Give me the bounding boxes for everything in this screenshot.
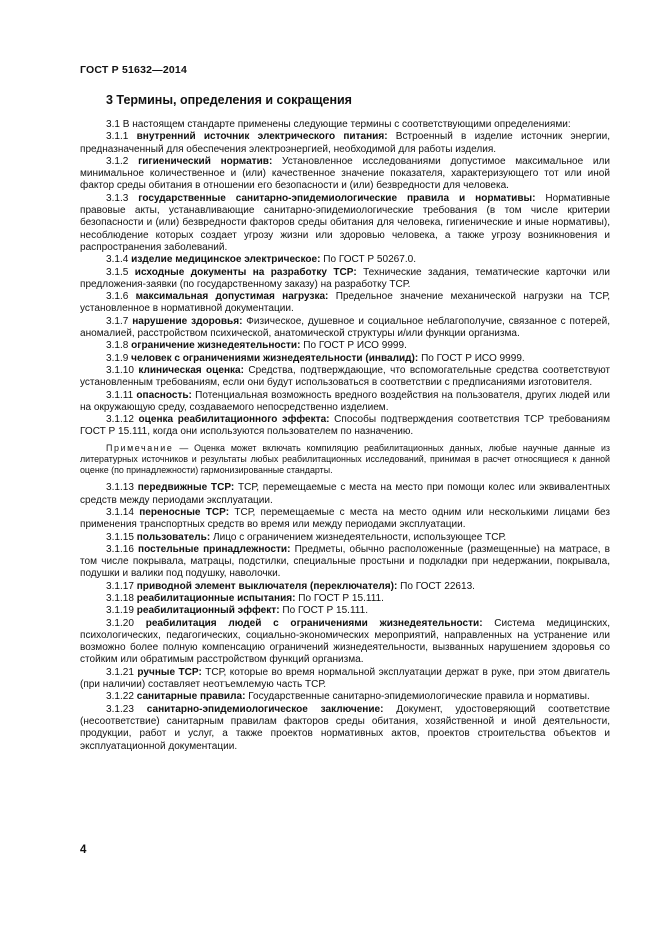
term-number: 3.1.4 bbox=[106, 254, 129, 266]
term-name: санитарные правила: bbox=[136, 691, 246, 703]
term-definition bbox=[80, 365, 610, 390]
term-name: реабилитация людей с ограничениями жизнедеятельности: bbox=[145, 617, 483, 629]
term-name: передвижные ТСР: bbox=[137, 482, 235, 494]
term-name: гигиенический норматив: bbox=[138, 155, 273, 167]
note-text: — Оценка может включать компиляцию реабилитационных данных, любые научные данные из литературных источников и результаты любых реабилитационных исследований, принимая в расчет относящиеся к данной оценке (по принадлежности) гармонизированные стандарты. bbox=[80, 442, 610, 476]
term-number: 3.1.8 bbox=[106, 340, 129, 352]
term-number: 3.1.9 bbox=[106, 352, 129, 364]
term-number: 3.1.19 bbox=[106, 605, 134, 617]
term-text: Средства, подтверждающие, что вспомогательные средства соответствуют установленным требованиям, если они будут использоваться в соответствии с предписаниями изготовителя. bbox=[80, 364, 611, 389]
term-number: 3.1.5 bbox=[106, 266, 129, 278]
term-number: 3.1.20 bbox=[106, 617, 134, 629]
term-definition bbox=[80, 618, 610, 667]
term-text: По ГОСТ Р 15.111. bbox=[298, 593, 384, 604]
note-paragraph bbox=[80, 443, 610, 477]
term-definition bbox=[80, 507, 610, 532]
term-text: ТСР, перемещаемые с места на место при помощи колес или эквивалентных средств между периодами эксплуатации. bbox=[80, 482, 610, 506]
term-text: Потенциальная возможность вредного воздействия на пользователя, других людей или на окружающую среду, создаваемого непосредственно изделием. bbox=[80, 389, 611, 413]
term-definition bbox=[80, 414, 610, 439]
term-definition bbox=[80, 581, 610, 593]
term-number: 3.1.2 bbox=[106, 155, 129, 167]
term-number: 3.1.21 bbox=[106, 666, 134, 678]
term-text: По ГОСТ Р ИСО 9999. bbox=[421, 352, 525, 364]
document-header: ГОСТ Р 51632—2014 bbox=[80, 64, 188, 76]
term-name: государственные санитарно-эпидемиологические правила и нормативы: bbox=[138, 192, 536, 204]
term-definition bbox=[80, 316, 610, 341]
term-number: 3.1.6 bbox=[106, 291, 129, 303]
term-definition bbox=[80, 667, 610, 692]
term-name: исходные документы на разработку ТСР: bbox=[134, 266, 357, 278]
term-text: Система медицинских, психологических, педагогических, социально-экономических мероприятий, направленных на устранение или возможно более полную компенсацию ограничений жизнедеятельности, вызванных нарушением здоровья со стойким или обратимым расстройством функций организма. bbox=[80, 617, 611, 666]
term-text: Предметы, обычно расположенные (размещенные) на матрасе, в том числе покрывала, матрацы, подстилки, специальные простыни и подкладки при недержании, покрывала, подушки и валики под подушку, наволочки. bbox=[80, 543, 611, 580]
term-text: ТСР, которые во время нормальной эксплуатации держат в руке, при этом двигатель (при наличии) составляет неотъемлемую часть ТСР. bbox=[80, 666, 610, 691]
term-name: внутренний источник электрического питания: bbox=[136, 131, 388, 143]
term-number: 3.1.13 bbox=[106, 482, 134, 494]
term-name: человек с ограничениями жизнедеятельности (инвалид): bbox=[131, 352, 419, 364]
term-name: ограничение жизнедеятельности: bbox=[131, 340, 301, 352]
term-number: 3.1.12 bbox=[106, 414, 134, 426]
term-name: нарушение здоровья: bbox=[132, 315, 243, 327]
term-text: Технические задания, тематические карточки или предложения-заявки (по государственному заказу) на разработку ТСР. bbox=[80, 266, 611, 290]
term-name: приводной элемент выключателя (переключателя): bbox=[136, 580, 398, 592]
term-definition bbox=[80, 605, 610, 617]
section-title: 3 Термины, определения и сокращения bbox=[106, 93, 352, 107]
term-text: Документ, удостоверяющий соответствие (несоответствие) санитарным правилам факторов среды обитания, хозяйственной и иной деятельности, продукции, работ и услуг, а также проектов нормативных актов, проектов строительства объектов и эксплуатационной документации. bbox=[80, 703, 610, 752]
term-text: По ГОСТ Р 15.111. bbox=[282, 605, 369, 617]
term-number: 3.1.11 bbox=[106, 389, 134, 401]
term-number: 3.1.3 bbox=[106, 192, 129, 204]
term-text: Способы подтверждения соответствия ТСР требованиям ГОСТ Р 15.111, когда они используются пользователем по назначению. bbox=[80, 414, 611, 438]
term-name: реабилитационные испытания: bbox=[136, 593, 296, 604]
term-definition bbox=[80, 544, 610, 581]
terms-list bbox=[80, 131, 610, 438]
term-definition bbox=[80, 353, 610, 365]
term-number: 3.1.14 bbox=[106, 506, 134, 518]
term-name: санитарно-эпидемиологическое заключение: bbox=[146, 703, 384, 715]
term-text: Нормативные правовые акты, устанавливающие санитарно-эпидемиологические требования (в том числе критерии безопасности и (или) безвредности факторов среды обитания для человека, гигиенические и иные нормативы), несоблюдение которых создает угрозу жизни или здоровью человека, а также угрозу возникновения и распространения заболеваний. bbox=[80, 192, 610, 253]
term-text: По ГОСТ Р 50267.0. bbox=[323, 254, 417, 266]
term-text: ТСР, перемещаемые с места на место одним или несколькими лицами без применения транспортных средств во время или между периодами эксплуатации. bbox=[80, 506, 610, 531]
term-name: постельные принадлежности: bbox=[138, 543, 291, 555]
term-definition bbox=[80, 691, 610, 703]
term-number: 3.1.1 bbox=[106, 131, 129, 143]
term-number: 3.1.7 bbox=[106, 315, 129, 327]
term-number: 3.1.15 bbox=[106, 531, 134, 543]
term-number: 3.1.18 bbox=[106, 593, 134, 604]
terms-list-2 bbox=[80, 482, 610, 753]
term-name: оценка реабилитационного эффекта: bbox=[138, 414, 330, 426]
term-name: реабилитационный эффект: bbox=[136, 605, 280, 617]
term-definition bbox=[80, 482, 610, 507]
term-text: По ГОСТ 22613. bbox=[400, 580, 475, 592]
term-definition bbox=[80, 156, 610, 193]
term-name: максимальная допустимая нагрузка: bbox=[135, 291, 329, 303]
term-name: пользователь: bbox=[136, 531, 211, 543]
body-text bbox=[80, 119, 610, 753]
term-number: 3.1.17 bbox=[106, 580, 134, 592]
term-text: Государственные санитарно-эпидемиологические правила и нормативы. bbox=[248, 691, 590, 703]
term-definition bbox=[80, 704, 610, 753]
term-number: 3.1.22 bbox=[106, 691, 134, 703]
term-name: опасность: bbox=[136, 389, 192, 401]
term-definition bbox=[80, 131, 610, 156]
intro-paragraph: 3.1 В настоящем стандарте применены следующие термины с соответствующими определениями: bbox=[106, 119, 571, 130]
term-text: Предельное значение механической нагрузки на ТСР, установленное в нормативной документации. bbox=[80, 291, 610, 315]
term-definition bbox=[80, 340, 610, 352]
term-text: По ГОСТ Р ИСО 9999. bbox=[303, 340, 407, 352]
term-name: переносные ТСР: bbox=[139, 506, 230, 518]
term-text: Встроенный в изделие источник энергии, предназначенный для обеспечения электроэнергией, необходимой для работы изделия. bbox=[80, 131, 610, 155]
term-text: Физическое, душевное и социальное неблагополучие, связанное с потерей, аномалией, расстройством психической, анатомической структуры и/или функции организма. bbox=[80, 315, 610, 340]
term-text: Установленное исследованиями допустимое максимальное или минимальное количественное и (или) качественное значение показателя, характеризующего тот или иной фактор среды обитания в отношении его безопасности и (или) безвредности для человека. bbox=[80, 155, 610, 192]
term-number: 3.1.10 bbox=[106, 364, 134, 376]
term-text: Лицо с ограничением жизнедеятельности, использующее ТСР. bbox=[212, 531, 507, 543]
term-definition bbox=[80, 193, 610, 254]
term-definition bbox=[80, 390, 610, 415]
term-definition bbox=[80, 254, 610, 266]
term-definition bbox=[80, 291, 610, 316]
term-number: 3.1.16 bbox=[106, 543, 134, 555]
term-number: 3.1.23 bbox=[106, 703, 134, 715]
page-number: 4 bbox=[80, 844, 87, 856]
term-name: ручные ТСР: bbox=[137, 666, 202, 678]
term-definition bbox=[80, 593, 610, 605]
note-label: Примечание bbox=[106, 442, 174, 453]
term-name: клиническая оценка: bbox=[138, 364, 244, 376]
term-definition bbox=[80, 267, 610, 292]
term-definition bbox=[80, 532, 610, 544]
term-name: изделие медицинское электрическое: bbox=[131, 254, 321, 266]
